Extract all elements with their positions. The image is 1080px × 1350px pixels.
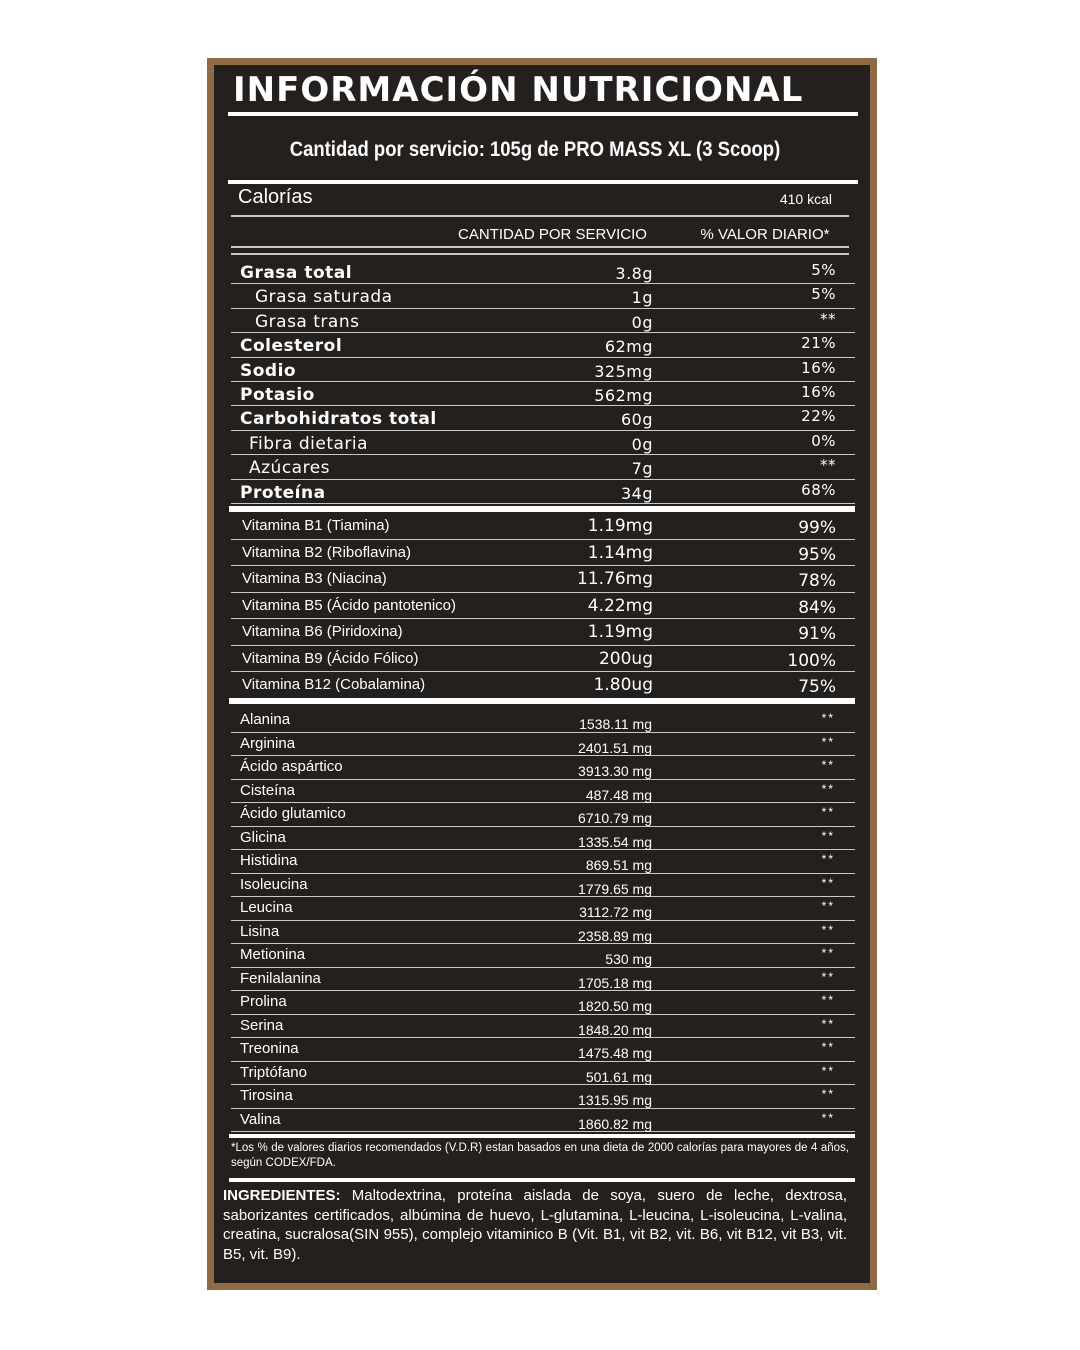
footnote-separator <box>229 1134 855 1138</box>
amino-acid-name: Cisteína <box>240 781 296 799</box>
nutrient-daily-value: ** <box>820 309 836 328</box>
nutrient-name: Colesterol <box>240 336 343 357</box>
vitamin-daily-value: 75% <box>798 677 836 697</box>
amino-acid-row <box>231 897 855 921</box>
nutrient-daily-value: 16% <box>801 383 836 401</box>
amino-acid-name: Lisina <box>240 922 280 940</box>
vitamin-amount: 200ug <box>598 648 653 669</box>
amino-acid-amount: 1335.54 mg <box>578 833 652 850</box>
amino-acid-row <box>231 733 855 757</box>
vitamin-row <box>231 566 855 593</box>
amino-acid-amount: 487.48 mg <box>585 786 652 803</box>
amino-separator <box>229 698 855 704</box>
amino-acid-name: Isoleucina <box>240 875 308 893</box>
amino-acid-row <box>231 921 855 945</box>
amino-acid-amount: 1860.82 mg <box>578 1115 652 1132</box>
amino-acid-daily-value: ** <box>821 781 835 796</box>
nutrient-daily-value: 21% <box>801 334 836 353</box>
nutrient-row <box>231 406 855 430</box>
amino-acid-row <box>231 1109 855 1133</box>
vitamin-daily-value: 95% <box>798 544 836 565</box>
calories-bottom-rule <box>231 215 849 217</box>
header-amount: CANTIDAD POR SERVICIO <box>458 226 647 243</box>
amino-acid-name: Prolina <box>240 993 287 1010</box>
vitamin-row <box>231 619 855 646</box>
amino-acid-name: Arginina <box>240 734 296 752</box>
amino-acid-amount: 1705.18 mg <box>578 974 652 991</box>
amino-acid-amount: 1820.50 mg <box>578 998 652 1014</box>
nutrient-daily-value: ** <box>820 456 836 475</box>
title-underline <box>228 112 858 116</box>
amino-acid-name: Fenilalanina <box>240 969 321 987</box>
amino-acid-amount: 1848.20 mg <box>578 1021 652 1038</box>
amino-acid-name: Metionina <box>240 946 306 963</box>
amino-acid-amount: 1538.11 mg <box>579 716 652 732</box>
footnote: *Los % de valores diarios recomendados (V.D.R) estan basados en una dieta de 2000 calorías para mayores de 4 años, según CODEX/FDA. <box>231 1142 849 1169</box>
amino-acid-row <box>231 850 855 874</box>
amino-acid-name: Serina <box>240 1016 284 1034</box>
nutrient-daily-value: 0% <box>811 431 836 450</box>
vitamin-daily-value: 100% <box>787 650 836 671</box>
panel-title: INFORMACIÓN NUTRICIONAL <box>233 70 804 110</box>
nutrient-daily-value: 5% <box>811 261 836 279</box>
nutrient-amount: 325mg <box>594 361 653 381</box>
amino-acid-name: Valina <box>240 1110 281 1128</box>
vitamin-daily-value: 78% <box>798 571 836 591</box>
amino-acid-daily-value: ** <box>821 899 835 913</box>
nutrient-name: Sodio <box>240 360 297 381</box>
nutrient-row <box>231 382 855 406</box>
amino-acid-row <box>231 803 855 827</box>
nutrient-name: Grasa saturada <box>255 287 393 308</box>
nutrient-name: Carbohidratos total <box>240 409 437 430</box>
amino-acid-name: Tirosina <box>240 1087 293 1104</box>
nutrient-row <box>231 309 855 333</box>
amino-acid-daily-value: ** <box>821 1087 835 1101</box>
nutrient-name: Fibra dietaria <box>249 433 369 454</box>
amino-acid-daily-value: ** <box>821 1016 835 1031</box>
amino-acid-amount: 1475.48 mg <box>578 1045 652 1061</box>
amino-acid-amount: 1779.65 mg <box>578 880 652 897</box>
amino-acid-daily-value: ** <box>821 875 835 890</box>
amino-acid-name: Treonina <box>240 1040 299 1057</box>
calories-label: Calorías <box>238 186 313 208</box>
amino-acid-name: Triptófano <box>240 1063 307 1081</box>
nutrient-name: Grasa trans <box>255 311 360 332</box>
ingredients-label: INGREDIENTES: <box>223 1187 341 1204</box>
nutrient-row <box>231 358 855 382</box>
amino-acid-name: Histidina <box>240 852 298 869</box>
vitamin-name: Vitamina B2 (Riboflavina) <box>242 543 411 561</box>
nutrient-name: Proteína <box>240 482 326 503</box>
vitamin-row <box>231 593 855 620</box>
nutrient-amount: 0g <box>631 434 653 454</box>
nutrient-amount: 562mg <box>594 386 653 405</box>
amino-acid-daily-value: ** <box>821 922 835 937</box>
vitamin-row <box>231 540 855 567</box>
nutrient-daily-value: 68% <box>801 480 836 499</box>
nutrient-row <box>231 480 855 504</box>
amino-acid-row <box>231 874 855 898</box>
nutrient-row <box>231 284 855 308</box>
amino-acid-row <box>231 944 855 968</box>
vitamin-amount: 11.76mg <box>576 569 653 589</box>
vitamin-name: Vitamina B1 (Tiamina) <box>242 517 390 534</box>
nutrient-row <box>231 260 855 284</box>
header-rule-1 <box>231 246 849 248</box>
nutrient-amount: 1g <box>631 288 653 308</box>
serving-size: Cantidad por servicio: 105g de PRO MASS XL (3 Scoop) <box>289 138 781 161</box>
nutrient-amount: 62mg <box>604 337 653 357</box>
vitamin-name: Vitamina B9 (Ácido Fólico) <box>242 649 419 667</box>
amino-acid-amount: 3112.72 mg <box>579 904 652 920</box>
amino-acid-daily-value: ** <box>821 1110 835 1125</box>
ingredients-text: Maltodextrina, proteína aislada de soya, suero de leche, dextrosa, saborizantes certificados, albúmina de huevo, L-glutamina, L-leucina, L-isoleucina, L-valina, creatina, sucralosa(SIN 955), complejo vitaminico B (Vit. B1, vit B2, vit. B6, vit B12, vit B3, vit. B5, vit. B9). <box>223 1187 847 1263</box>
amino-acid-amount: 1315.95 mg <box>578 1092 652 1108</box>
vitamin-amount: 1.19mg <box>587 622 653 642</box>
vitamin-daily-value: 99% <box>798 518 836 538</box>
vitamin-daily-value: 84% <box>798 597 836 618</box>
vitamin-amount: 1.19mg <box>587 516 653 536</box>
nutrient-daily-value: 5% <box>811 285 836 304</box>
amino-acid-daily-value: ** <box>821 852 835 866</box>
amino-acid-amount: 2358.89 mg <box>578 927 652 944</box>
amino-acid-daily-value: ** <box>821 711 835 725</box>
amino-acid-row <box>231 709 855 733</box>
amino-acid-amount: 6710.79 mg <box>578 810 652 826</box>
amino-acid-amount: 869.51 mg <box>585 857 652 873</box>
nutrient-amount: 34g <box>620 483 653 503</box>
nutrient-row <box>231 431 855 455</box>
amino-acid-daily-value: ** <box>821 805 835 819</box>
vitamin-amount: 1.14mg <box>587 542 653 563</box>
nutrient-amount: 0g <box>631 312 653 332</box>
amino-acid-row <box>231 1015 855 1039</box>
amino-acid-amount: 530 mg <box>605 951 652 967</box>
vitamins-separator <box>229 506 855 512</box>
amino-acid-name: Ácido glutamico <box>240 805 346 822</box>
nutrient-daily-value: 22% <box>801 407 836 426</box>
amino-acid-name: Ácido aspártico <box>240 758 343 775</box>
amino-acid-amount: 2401.51 mg <box>578 739 652 756</box>
vitamin-amount: 4.22mg <box>587 595 653 616</box>
vitamin-name: Vitamina B5 (Ácido pantotenico) <box>242 596 457 614</box>
vitamin-name: Vitamina B6 (Piridoxina) <box>242 623 403 640</box>
nutrient-amount: 3.8g <box>615 264 653 283</box>
amino-acid-daily-value: ** <box>821 1063 835 1078</box>
vitamin-name: Vitamina B12 (Cobalamina) <box>242 676 426 693</box>
amino-acid-row <box>231 1062 855 1086</box>
amino-acid-row <box>231 1038 855 1062</box>
nutrient-amount: 60g <box>620 410 653 430</box>
amino-acid-name: Leucina <box>240 899 293 916</box>
calories-top-rule <box>228 180 858 184</box>
amino-acid-row <box>231 756 855 780</box>
vitamin-daily-value: 91% <box>798 624 836 644</box>
amino-acid-row <box>231 780 855 804</box>
amino-acid-amount: 3913.30 mg <box>578 763 652 779</box>
nutrient-daily-value: 16% <box>801 358 836 377</box>
nutrient-row <box>231 455 855 479</box>
nutrient-row <box>231 333 855 357</box>
vitamin-name: Vitamina B3 (Niacina) <box>242 570 387 587</box>
vitamin-row <box>231 672 855 699</box>
nutrient-name: Grasa total <box>240 263 353 283</box>
vitamin-row <box>231 646 855 673</box>
amino-acid-row <box>231 1085 855 1109</box>
amino-acid-name: Alanina <box>240 711 291 728</box>
ingredients-block <box>223 1186 847 1264</box>
amino-acid-row <box>231 991 855 1015</box>
amino-acid-daily-value: ** <box>821 993 835 1007</box>
amino-acid-daily-value: ** <box>821 828 835 843</box>
amino-acid-daily-value: ** <box>821 946 835 960</box>
calories-value: 410 kcal <box>779 191 832 207</box>
amino-acid-row <box>231 827 855 851</box>
vitamin-amount: 1.80ug <box>593 675 653 695</box>
amino-acid-row <box>231 968 855 992</box>
nutrient-amount: 7g <box>631 459 653 479</box>
header-rule-2 <box>231 253 849 255</box>
amino-acid-name: Glicina <box>240 828 286 846</box>
nutrient-name: Azúcares <box>249 458 331 479</box>
vitamin-row <box>231 513 855 540</box>
nutrient-name: Potasio <box>240 385 315 405</box>
ingredients-separator <box>229 1178 855 1182</box>
amino-acid-daily-value: ** <box>821 969 835 984</box>
amino-acid-daily-value: ** <box>821 734 835 749</box>
header-daily-value: % VALOR DIARIO* <box>700 226 830 243</box>
amino-acid-amount: 501.61 mg <box>585 1068 652 1085</box>
amino-acid-daily-value: ** <box>821 758 835 772</box>
amino-acid-daily-value: ** <box>821 1040 835 1054</box>
